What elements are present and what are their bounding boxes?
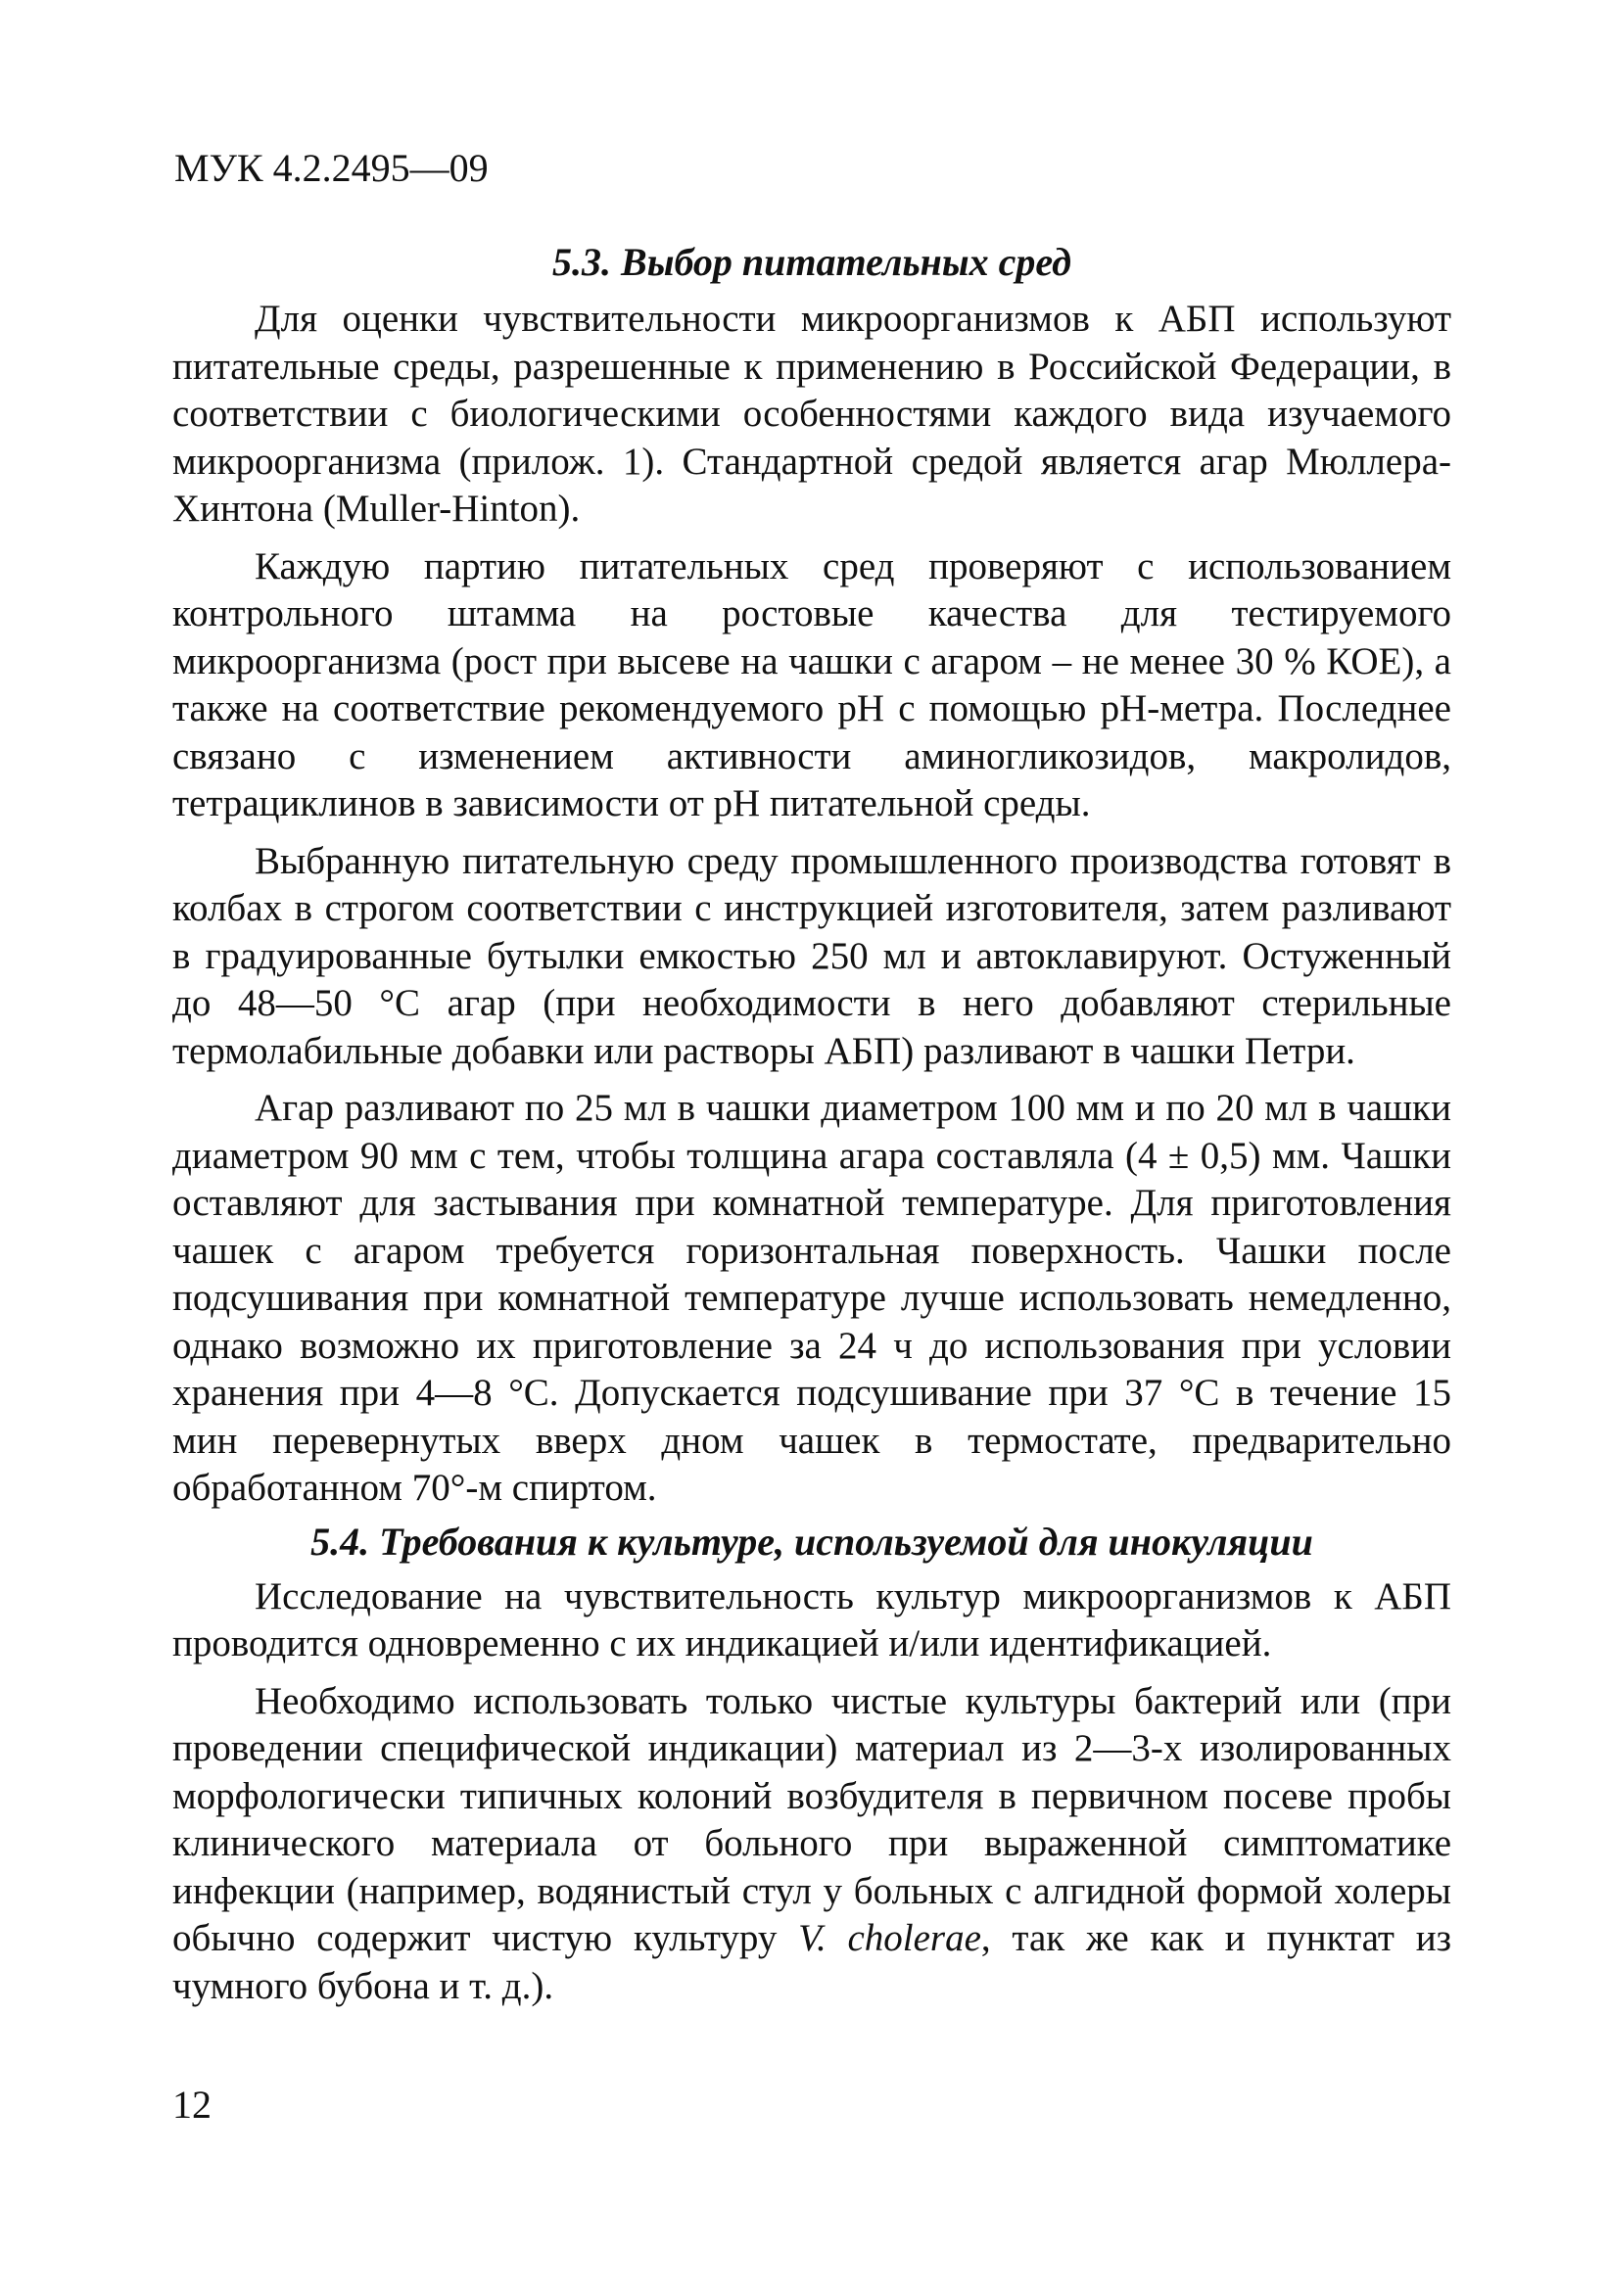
paragraph-batch-testing: Каждую партию питательных сред проверяют с использованием контрольного штамма на ростовые качества для тестируемого микроорганизма (рост при высеве на чашки с агаром – не менее 30 % КОЕ), а также на соответствие рекомендуемого pH с помощью pH-метра. Последнее связано с изменением активности аминогликозидов, макролидов, тетрациклинов в зависимости от pH питательной среды. <box>172 544 1451 824</box>
page-number: 12 <box>172 2083 212 2127</box>
section-heading-5-3: 5.3. Выбор питательных сред <box>552 240 1071 284</box>
paragraph-media-preparation: Выбранную питательную среду промышленного производства готовят в колбах в строгом соответствии с инструкцией изготовителя, затем разливают в градуированные бутылки емкостью 250 мл и автоклавируют. Остуженный до 48—50 °С агар (при необходимости в него добавляют стерильные термолабильные добавки или растворы АБП) разливают в чашки Петри. <box>172 839 1451 1072</box>
species-name: V. cholerae <box>798 1917 981 1959</box>
pure-cultures-text-end: , так же как и пунктат из чумного бубона и т. д.). <box>172 1917 1452 2007</box>
text-column <box>172 227 1451 2010</box>
document-code-header: МУК 4.2.2495—09 <box>174 146 489 190</box>
paragraph-agar-pouring: Агар разливают по 25 мл в чашки диаметром 100 мм и по 20 мл в чашки диаметром 90 мм с тем, чтобы толщина агара составляла (4 ± 0,5) мм. Чашки оставляют для застывания при комнатной температуре. Для приготовления чашек с агаром требуется горизонтальная поверхность. Чашки после подсушивания при комнатной температуре лучше использовать немедленно, однако возможно их приготовление за 24 ч до использования при условии хранения при 4—8 °С. Допускается подсушивание при 37 °С в течение 15 мин перевернутых вверх дном чашек в термостате, предварительно обработанном 70°-м спиртом. <box>172 1087 1451 1509</box>
paragraph-media-overview: Для оценки чувствительности микроорганизмов к АБП используют питательные среды, разрешенные к применению в Российской Федерации, в соответствии с биологическими особенностями каждого вида изучаемого микроорганизма (прилож. 1). Стандартной средой является агар Мюллера-Хинтона (Muller-Hinton). <box>172 298 1451 530</box>
paragraph-sensitivity-study: Исследование на чувствительность культур микроорганизмов к АБП проводится одновременно с их индикацией и/или идентификацией. <box>172 1574 1451 1664</box>
pure-cultures-text-start: Необходимо использовать только чистые культуры бактерий или (при проведении специфической индикации) материал из 2—3-х изолированных морфологически типичных колоний возбудителя в первичном посеве пробы клинического материала от больного при выраженной симптоматике инфекции (например, водянистый стул у больных с алгидной формой холеры обычно содержит чистую культуру <box>172 1679 1451 1959</box>
section-heading-5-4: 5.4. Требования к культуре, используемой для инокуляции <box>310 1519 1313 1564</box>
paragraph-pure-cultures <box>172 1678 1451 2011</box>
